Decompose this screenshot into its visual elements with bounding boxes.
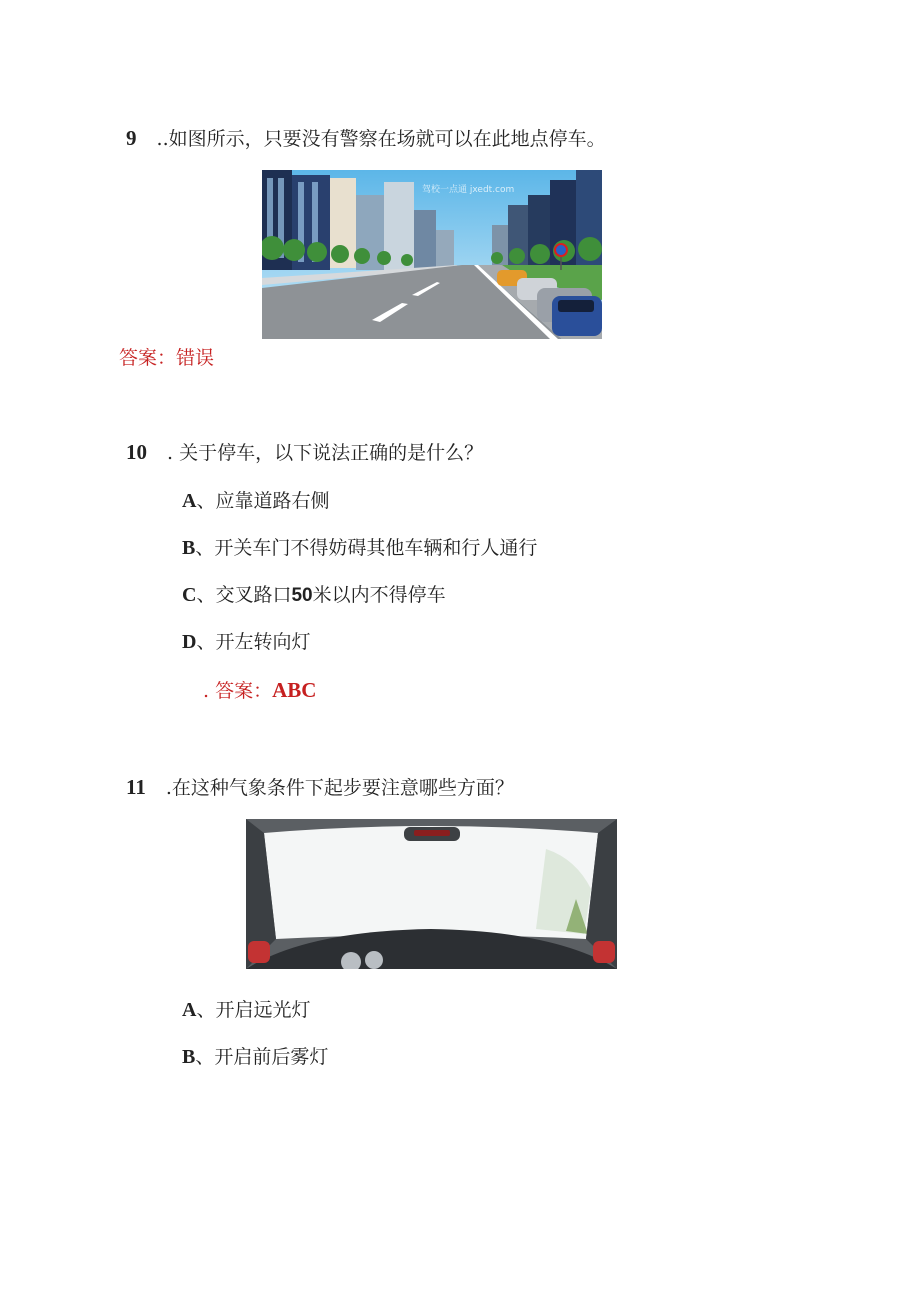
image-watermark: 驾校一点通 jxedt.com bbox=[422, 185, 515, 195]
option-text: 、开启远光灯 bbox=[196, 999, 311, 1021]
option-letter: A bbox=[182, 490, 197, 512]
option-text: 、开关车门不得妨碍其他车辆和行人通行 bbox=[195, 537, 538, 559]
answer-value: ABC bbox=[272, 678, 317, 702]
question-11 bbox=[126, 773, 514, 800]
option-b bbox=[182, 1042, 328, 1069]
question-10 bbox=[126, 438, 483, 465]
street-parking-image bbox=[262, 170, 602, 339]
option-a bbox=[182, 486, 329, 513]
question-9 bbox=[126, 124, 606, 151]
option-text-after: 米以内不得停车 bbox=[312, 584, 446, 606]
option-text: 、开左转向灯 bbox=[196, 631, 311, 653]
option-letter: C bbox=[182, 584, 197, 606]
option-a bbox=[182, 995, 310, 1022]
option-text: 、开启前后雾灯 bbox=[195, 1046, 329, 1068]
option-number: 50 bbox=[291, 585, 313, 606]
answer-10 bbox=[203, 676, 316, 703]
option-d bbox=[182, 627, 310, 654]
option-b bbox=[182, 533, 537, 560]
question-number: 9 bbox=[126, 126, 137, 150]
answer-label: . 答案： bbox=[203, 680, 273, 702]
question-text: ..如图所示，只要没有警察在场就可以在此地点停车。 bbox=[156, 128, 606, 150]
question-text: .在这种气象条件下起步要注意哪些方面？ bbox=[165, 777, 514, 799]
question-text: . 关于停车，以下说法正确的是什么？ bbox=[167, 442, 484, 464]
option-text: 、交叉路口 bbox=[196, 584, 292, 606]
option-letter: B bbox=[182, 1046, 196, 1068]
option-letter: D bbox=[182, 631, 197, 653]
foggy-windshield-image bbox=[246, 819, 617, 969]
answer-label: 答案： bbox=[119, 347, 177, 369]
option-letter: B bbox=[182, 537, 196, 559]
answer-value: 错误 bbox=[176, 347, 215, 369]
question-number: 10 bbox=[126, 440, 147, 464]
option-letter: A bbox=[182, 999, 197, 1021]
option-text: 、应靠道路右侧 bbox=[196, 490, 330, 512]
option-c bbox=[182, 580, 446, 607]
question-number: 11 bbox=[126, 775, 146, 799]
answer-9 bbox=[119, 343, 214, 370]
